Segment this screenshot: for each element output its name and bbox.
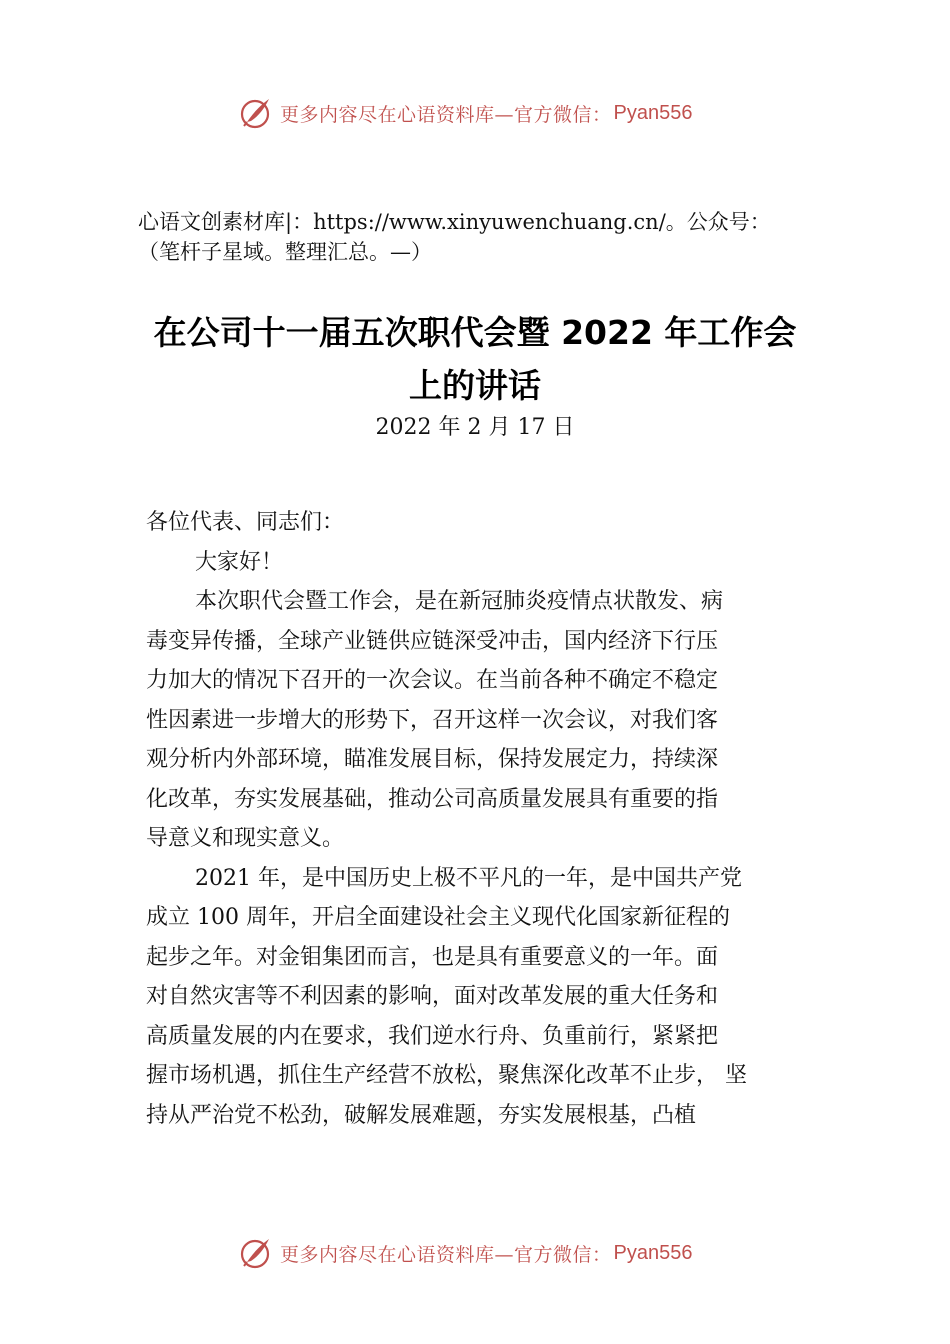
body-line: 毒变异传播，全球产业链供应链深受冲击，国内经济下行压 xyxy=(146,628,719,654)
body-line: 化改革，夯实发展基础，推动公司高质量发展具有重要的指 xyxy=(146,786,719,812)
body-line: 观分析内外部环境，瞄准发展目标，保持发展定力，持续深 xyxy=(146,747,719,772)
body-line: 成立 100 周年，开启全面建设社会主义现代化国家新征程的 xyxy=(146,905,730,930)
document-date: 2022 年 2 月 17 日 xyxy=(375,415,575,440)
body-line: 对自然灾害等不利因素的影响，面对改革发展的重大任务和 xyxy=(146,984,719,1009)
speech-body xyxy=(146,503,816,1135)
banner-text: 更多内容尽在心语资料库—官方微信： xyxy=(280,1243,612,1266)
source-line-2: （笔杆子星域。整理汇总。—） xyxy=(138,240,432,264)
greeting: 大家好！ xyxy=(195,549,284,575)
banner-text: 更多内容尽在心语资料库—官方微信： xyxy=(280,103,612,126)
document-title-line-2: 上的讲话 xyxy=(409,366,541,405)
quill-pen-logo-icon xyxy=(238,1235,274,1271)
body-line: 力加大的情况下召开的一次会议。在当前各种不确定不稳定 xyxy=(146,668,719,693)
source-attribution xyxy=(138,207,858,267)
body-line: 导意义和现实意义。 xyxy=(146,826,345,851)
document-title-line-1: 在公司十一届五次职代会暨 2022 年工作会 xyxy=(153,313,797,352)
banner-wechat-id: Pyan556 xyxy=(613,101,693,124)
body-line: 高质量发展的内在要求，我们逆水行舟、负重前行，紧紧把 xyxy=(146,1023,719,1049)
header-banner[interactable] xyxy=(238,95,692,131)
body-line: 2021 年，是中国历史上极不平凡的一年，是中国共产党 xyxy=(195,865,742,891)
source-line-1: 心语文创素材库|：https://www.xinyuwenchuang.cn/。公众号： xyxy=(138,210,771,234)
body-line: 持从严治党不松劲，破解发展难题，夯实发展根基，凸植 xyxy=(146,1102,697,1128)
footer-banner[interactable] xyxy=(238,1235,692,1271)
body-line: 握市场机遇，抓住生产经营不放松，聚焦深化改革不止步， 坚 xyxy=(146,1063,747,1088)
body-line: 本次职代会暨工作会，是在新冠肺炎疫情点状散发、病 xyxy=(195,589,724,614)
quill-pen-logo-icon xyxy=(238,95,274,131)
body-line: 性因素进一步增大的形势下，召开这样一次会议，对我们客 xyxy=(146,707,719,733)
salutation: 各位代表、同志们： xyxy=(146,510,345,535)
body-line: 起步之年。对金钼集团而言，也是具有重要意义的一年。面 xyxy=(146,944,719,970)
banner-wechat-id: Pyan556 xyxy=(613,1241,693,1264)
